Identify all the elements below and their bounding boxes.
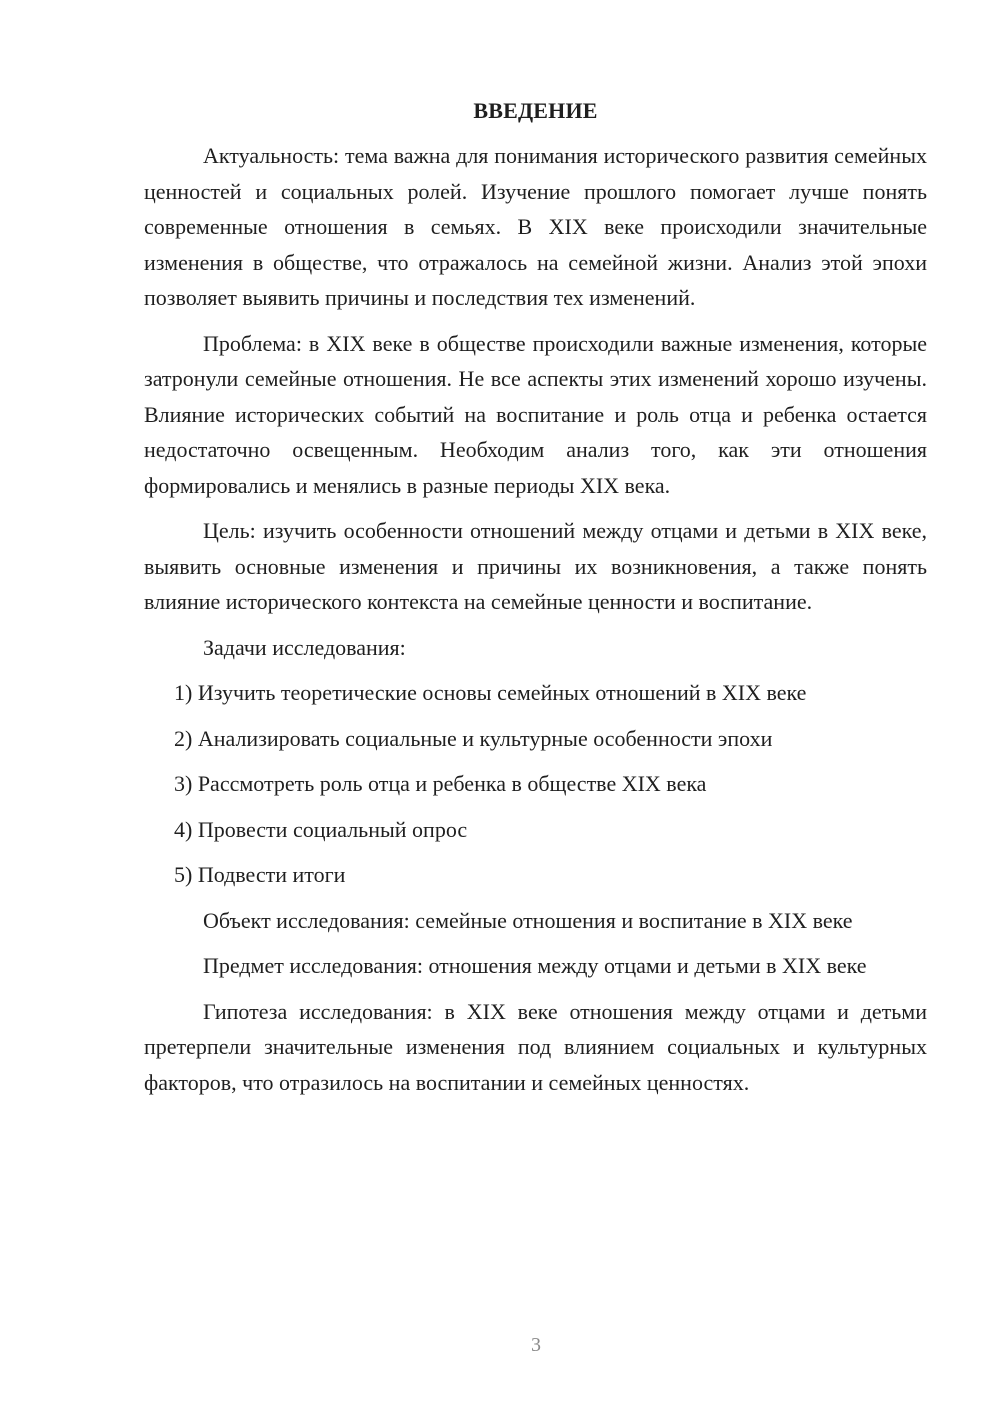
task-item: 5) Подвести итоги: [174, 862, 346, 887]
document-body: [144, 96, 927, 1100]
paragraph-object: Объект исследования: семейные отношения и воспитание в XIX веке: [203, 907, 853, 933]
task-item: 1) Изучить теоретические основы семейных отношений в XIX веке: [174, 680, 807, 705]
paragraph-goal: Цель: изучить особенности отношений между отцами и детьми в XIX веке, выявить основные изменения и причины их возникновения, а также понять влияние исторического контекста на семейные ценности и воспитание.: [144, 518, 927, 614]
paragraph-relevance: Актуальность: тема важна для понимания исторического развития семейных ценностей и социальных ролей. Изучение прошлого помогает лучше понять современные отношения в семьях. В XIX веке происходили значительные изменения в обществе, что отражалось на семейной жизни. Анализ этой эпохи позволяет выявить причины и последствия тех изменений.: [144, 143, 927, 310]
tasks-heading: Задачи исследования:: [203, 634, 406, 660]
task-item: 3) Рассмотреть роль отца и ребенка в обществе XIX века: [174, 771, 707, 796]
paragraph-hypothesis: Гипотеза исследования: в XIX веке отношения между отцами и детьми претерпели значительные изменения под влиянием социальных и культурных факторов, что отразилось на воспитании и семейных ценностях.: [144, 998, 927, 1095]
page-title: ВВЕДЕНИЕ: [473, 98, 598, 123]
page-number: 3: [531, 1334, 541, 1356]
paragraph-subject: Предмет исследования: отношения между отцами и детьми в XIX веке: [203, 953, 867, 978]
task-item: 2) Анализировать социальные и культурные особенности эпохи: [174, 725, 773, 751]
paragraph-problem: Проблема: в XIX веке в обществе происходили важные изменения, которые затронули семейные отношения. Не все аспекты этих изменений хорошо изучены. Влияние исторических событий на воспитание и роль отца и ребенка остается недостаточно освещенным. Необходим анализ того, как эти отношения формировались и менялись в разные периоды XIX века.: [144, 330, 927, 498]
task-item: 4) Провести социальный опрос: [174, 816, 468, 842]
